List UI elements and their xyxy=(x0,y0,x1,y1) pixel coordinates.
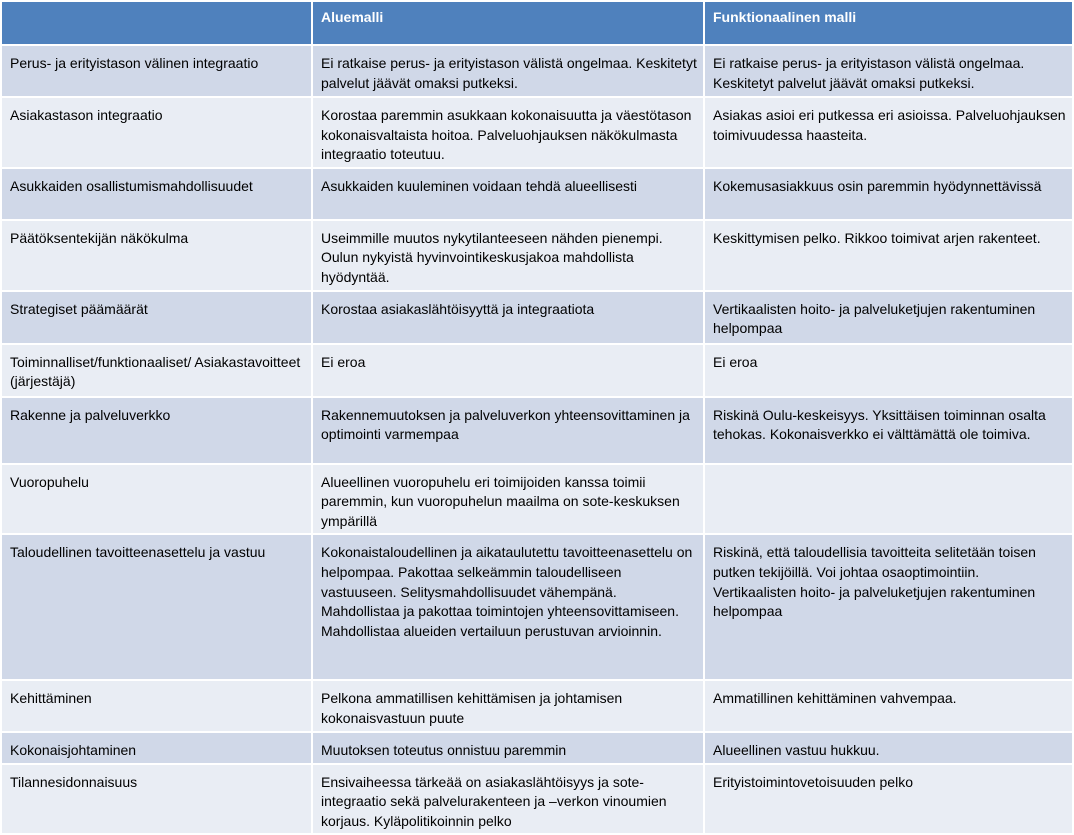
row-label: Rakenne ja palveluverkko xyxy=(1,397,312,464)
aluemalli-cell: Alueellinen vuoropuhelu eri toimijoiden kanssa toimii paremmin, kun vuoropuhelun maailma on sote-keskuksen ympärillä xyxy=(312,464,704,535)
table-row xyxy=(1,732,1073,764)
table-row xyxy=(1,97,1073,168)
aluemalli-cell: Ensivaiheessa tärkeää on asiakaslähtöisyys ja sote-integraatio sekä palvelurakenteen ja –verkon vinoumien korjaus. Kyläpolitikoinnin pelko xyxy=(312,764,704,835)
header-row xyxy=(1,1,1073,45)
aluemalli-cell: Kokonaistaloudellinen ja aikataulutettu tavoitteenasettelu on helpompaa. Pakottaa selkeämmin taloudelliseen vastuuseen. Selitysmahdollisuudet vähempänä. Mahdollistaa ja pakottaa toimintojen yhteensovittamiseen. Mahdollistaa alueiden vertailuun perustuvan arvioinnin. xyxy=(312,534,704,680)
aluemalli-cell: Asukkaiden kuuleminen voidaan tehdä alueellisesti xyxy=(312,168,704,220)
aluemalli-cell: Ei eroa xyxy=(312,344,704,397)
funktionaalinen-cell: Ammatillinen kehittäminen vahvempaa. xyxy=(704,680,1073,731)
funktionaalinen-cell: Vertikaalisten hoito- ja palveluketjujen rakentuminen helpompaa xyxy=(704,291,1073,344)
aluemalli-cell: Korostaa asiakaslähtöisyyttä ja integraatiota xyxy=(312,291,704,344)
row-label: Asiakastason integraatio xyxy=(1,97,312,168)
row-label: Taloudellinen tavoitteenasettelu ja vastuu xyxy=(1,534,312,680)
funktionaalinen-cell xyxy=(704,464,1073,535)
aluemalli-cell: Useimmille muutos nykytilanteeseen nähden pienempi. Oulun nykyistä hyvinvointikeskusjakoa mahdollista hyödyntää. xyxy=(312,220,704,291)
table-row xyxy=(1,45,1073,97)
row-label: Kokonaisjohtaminen xyxy=(1,732,312,764)
funktionaalinen-cell: Alueellinen vastuu hukkuu. xyxy=(704,732,1073,764)
header-cell-aluemalli: Aluemalli xyxy=(312,1,704,45)
aluemalli-cell: Korostaa paremmin asukkaan kokonaisuutta ja väestötason kokonaisvaltaista hoitoa. Palveluohjauksen näkökulmasta integraatio toteutuu. xyxy=(312,97,704,168)
table-row xyxy=(1,534,1073,680)
aluemalli-cell: Rakennemuutoksen ja palveluverkon yhteensovittaminen ja optimointi varmempaa xyxy=(312,397,704,464)
row-label: Päätöksentekijän näkökulma xyxy=(1,220,312,291)
aluemalli-cell: Muutoksen toteutus onnistuu paremmin xyxy=(312,732,704,764)
funktionaalinen-cell: Keskittymisen pelko. Rikkoo toimivat arjen rakenteet. xyxy=(704,220,1073,291)
table-row xyxy=(1,344,1073,397)
row-label: Toiminnalliset/funktionaaliset/ Asiakastavoitteet (järjestäjä) xyxy=(1,344,312,397)
table-row xyxy=(1,464,1073,535)
header-cell-funktionaalinen: Funktionaalinen malli xyxy=(704,1,1073,45)
aluemalli-cell: Pelkona ammatillisen kehittämisen ja johtamisen kokonaisvastuun puute xyxy=(312,680,704,731)
table-row xyxy=(1,764,1073,835)
aluemalli-cell: Ei ratkaise perus- ja erityistason välistä ongelmaa. Keskitetyt palvelut jäävät omaksi putkeksi. xyxy=(312,45,704,97)
funktionaalinen-cell: Ei eroa xyxy=(704,344,1073,397)
table-row xyxy=(1,680,1073,731)
header-cell-topic xyxy=(1,1,312,45)
funktionaalinen-cell: Erityistoimintovetoisuuden pelko xyxy=(704,764,1073,835)
funktionaalinen-cell: Kokemusasiakkuus osin paremmin hyödynnettävissä xyxy=(704,168,1073,220)
row-label: Vuoropuhelu xyxy=(1,464,312,535)
table-row xyxy=(1,291,1073,344)
table-row xyxy=(1,168,1073,220)
table-row xyxy=(1,220,1073,291)
funktionaalinen-cell: Riskinä Oulu-keskeisyys. Yksittäisen toiminnan osalta tehokas. Kokonaisverkko ei välttämättä ole toimiva. xyxy=(704,397,1073,464)
row-label: Perus- ja erityistason välinen integraatio xyxy=(1,45,312,97)
funktionaalinen-cell: Asiakas asioi eri putkessa eri asioissa. Palveluohjauksen toimivuudessa haasteita. xyxy=(704,97,1073,168)
table-row xyxy=(1,397,1073,464)
funktionaalinen-cell: Riskinä, että taloudellisia tavoitteita selitetään toisen putken tekijöillä. Voi johtaa osaoptimointiin. Vertikaalisten hoito- ja palveluketjujen rakentuminen helpompaa xyxy=(704,534,1073,680)
row-label: Tilannesidonnaisuus xyxy=(1,764,312,835)
row-label: Strategiset päämäärät xyxy=(1,291,312,344)
row-label: Asukkaiden osallistumismahdollisuudet xyxy=(1,168,312,220)
row-label: Kehittäminen xyxy=(1,680,312,731)
funktionaalinen-cell: Ei ratkaise perus- ja erityistason välistä ongelmaa. Keskitetyt palvelut jäävät omaksi putkeksi. xyxy=(704,45,1073,97)
